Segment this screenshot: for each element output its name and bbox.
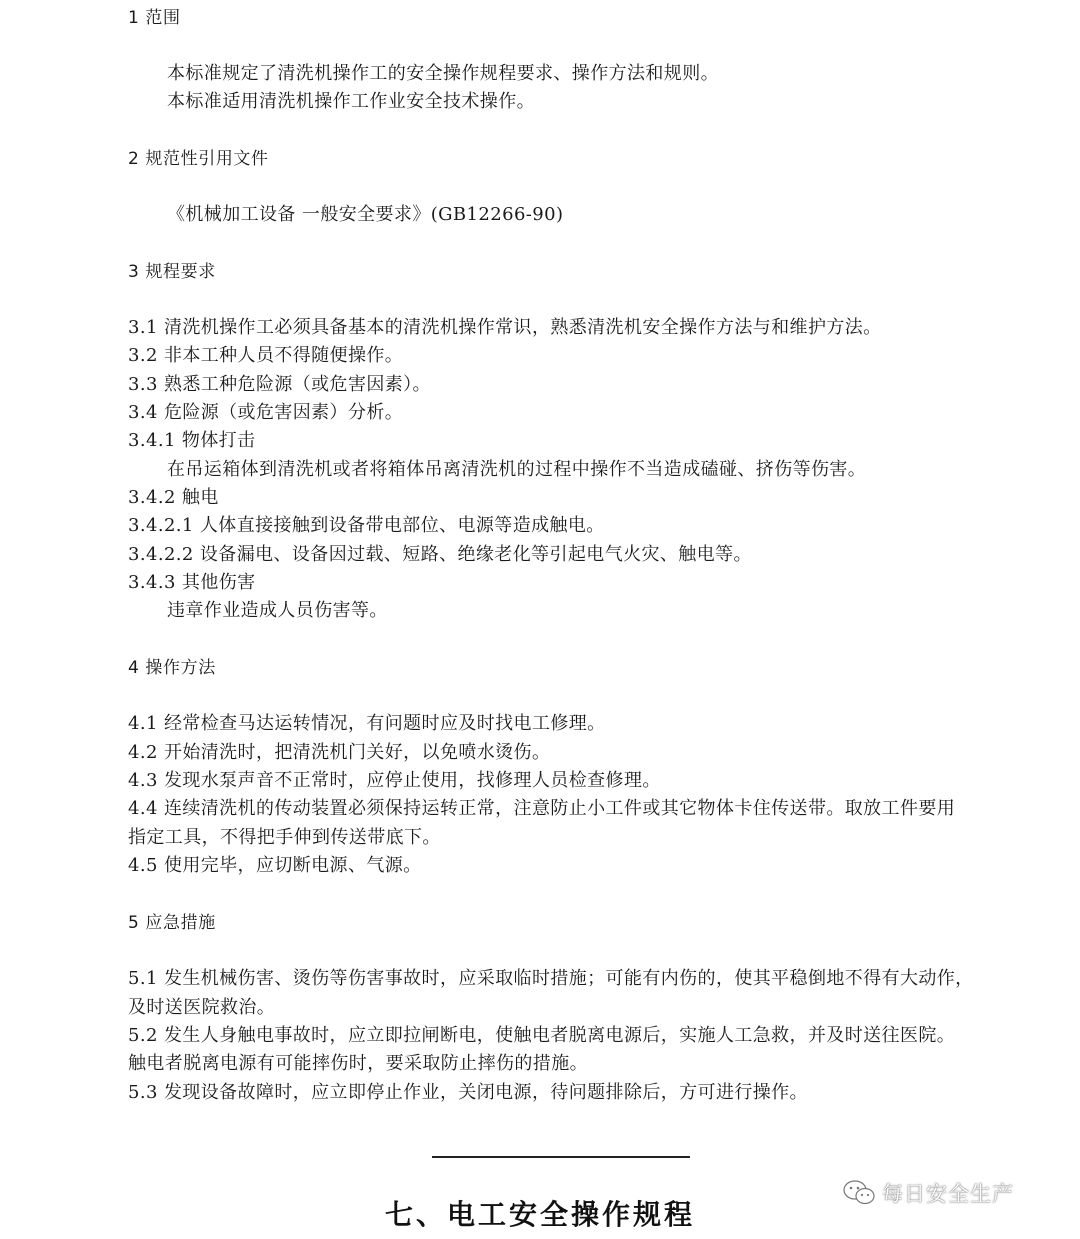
section-5-clause: 5.1 发生机械伤害、烫伤等伤害事故时，应采取临时措施；可能有内伤的，使其平稳倒地不得有大动作， (128, 968, 974, 989)
section-5-clause: 5.3 发现设备故障时，应立即停止作业，关闭电源，待问题排除后，方可进行操作。 (128, 1082, 808, 1103)
section-2-reference: 《机械加工设备 一般安全要求》(GB12266-90) (167, 204, 564, 225)
section-5-clause: 及时送医院救治。 (128, 997, 276, 1018)
section-5-clause: 触电者脱离电源有可能摔伤时，要采取防止摔伤的措施。 (128, 1053, 588, 1074)
watermark (842, 1178, 1014, 1208)
section-1-paragraph: 本标准规定了清洗机操作工的安全操作规程要求、操作方法和规则。 (167, 63, 719, 84)
section-3-clause: 3.4.2.1 人体直接接触到设备带电部位、电源等造成触电。 (128, 515, 605, 536)
wechat-icon (842, 1179, 876, 1207)
section-3-clause: 3.1 清洗机操作工必须具备基本的清洗机操作常识，熟悉清洗机安全操作方法与和维护方法。 (128, 317, 882, 338)
section-3-clause: 3.4.2.2 设备漏电、设备因过载、短路、绝缘老化等引起电气火灾、触电等。 (128, 544, 752, 565)
section-4-clause: 指定工具，不得把手伸到传送带底下。 (128, 827, 441, 848)
section-3-clause-text: 在吊运箱体到清洗机或者将箱体吊离清洗机的过程中操作不当造成磕碰、挤伤等伤害。 (167, 459, 867, 480)
section-4-clause: 4.1 经常检查马达运转情况，有问题时应及时找电工修理。 (128, 713, 606, 734)
section-3-clause: 3.4.3 其他伤害 (128, 572, 256, 593)
section-4-clause: 4.3 发现水泵声音不正常时，应停止使用，找修理人员检查修理。 (128, 770, 661, 791)
section-3-clause: 3.4.2 触电 (128, 487, 219, 508)
section-4-heading: 4 操作方法 (128, 658, 216, 678)
section-3-clause: 3.3 熟悉工种危险源（或危害因素）。 (128, 374, 431, 395)
chapter-title: 七、电工安全操作规程 (384, 1198, 695, 1231)
section-divider (432, 1156, 690, 1158)
section-4-clause: 4.2 开始清洗时，把清洗机门关好，以免喷水烫伤。 (128, 742, 551, 763)
section-3-clause: 3.2 非本工种人员不得随便操作。 (128, 345, 404, 366)
section-3-clause-text: 违章作业造成人员伤害等。 (167, 600, 388, 621)
section-3-clause: 3.4.1 物体打击 (128, 430, 256, 451)
watermark-text: 每日安全生产 (882, 1182, 1014, 1206)
section-2-heading: 2 规范性引用文件 (128, 149, 269, 169)
section-3-clause: 3.4 危险源（或危害因素）分析。 (128, 402, 404, 423)
section-5-heading: 5 应急措施 (128, 913, 216, 933)
section-1-heading: 1 范围 (128, 8, 181, 28)
section-4-clause: 4.4 连续清洗机的传动装置必须保持运转正常，注意防止小工件或其它物体卡住传送带。取放工件要用 (128, 798, 956, 819)
section-4-clause: 4.5 使用完毕，应切断电源、气源。 (128, 855, 422, 876)
section-3-heading: 3 规程要求 (128, 262, 216, 282)
section-5-clause: 5.2 发生人身触电事故时，应立即拉闸断电，使触电者脱离电源后，实施人工急救，并及时送往医院。 (128, 1025, 956, 1046)
section-1-paragraph: 本标准适用清洗机操作工作业安全技术操作。 (167, 91, 535, 112)
